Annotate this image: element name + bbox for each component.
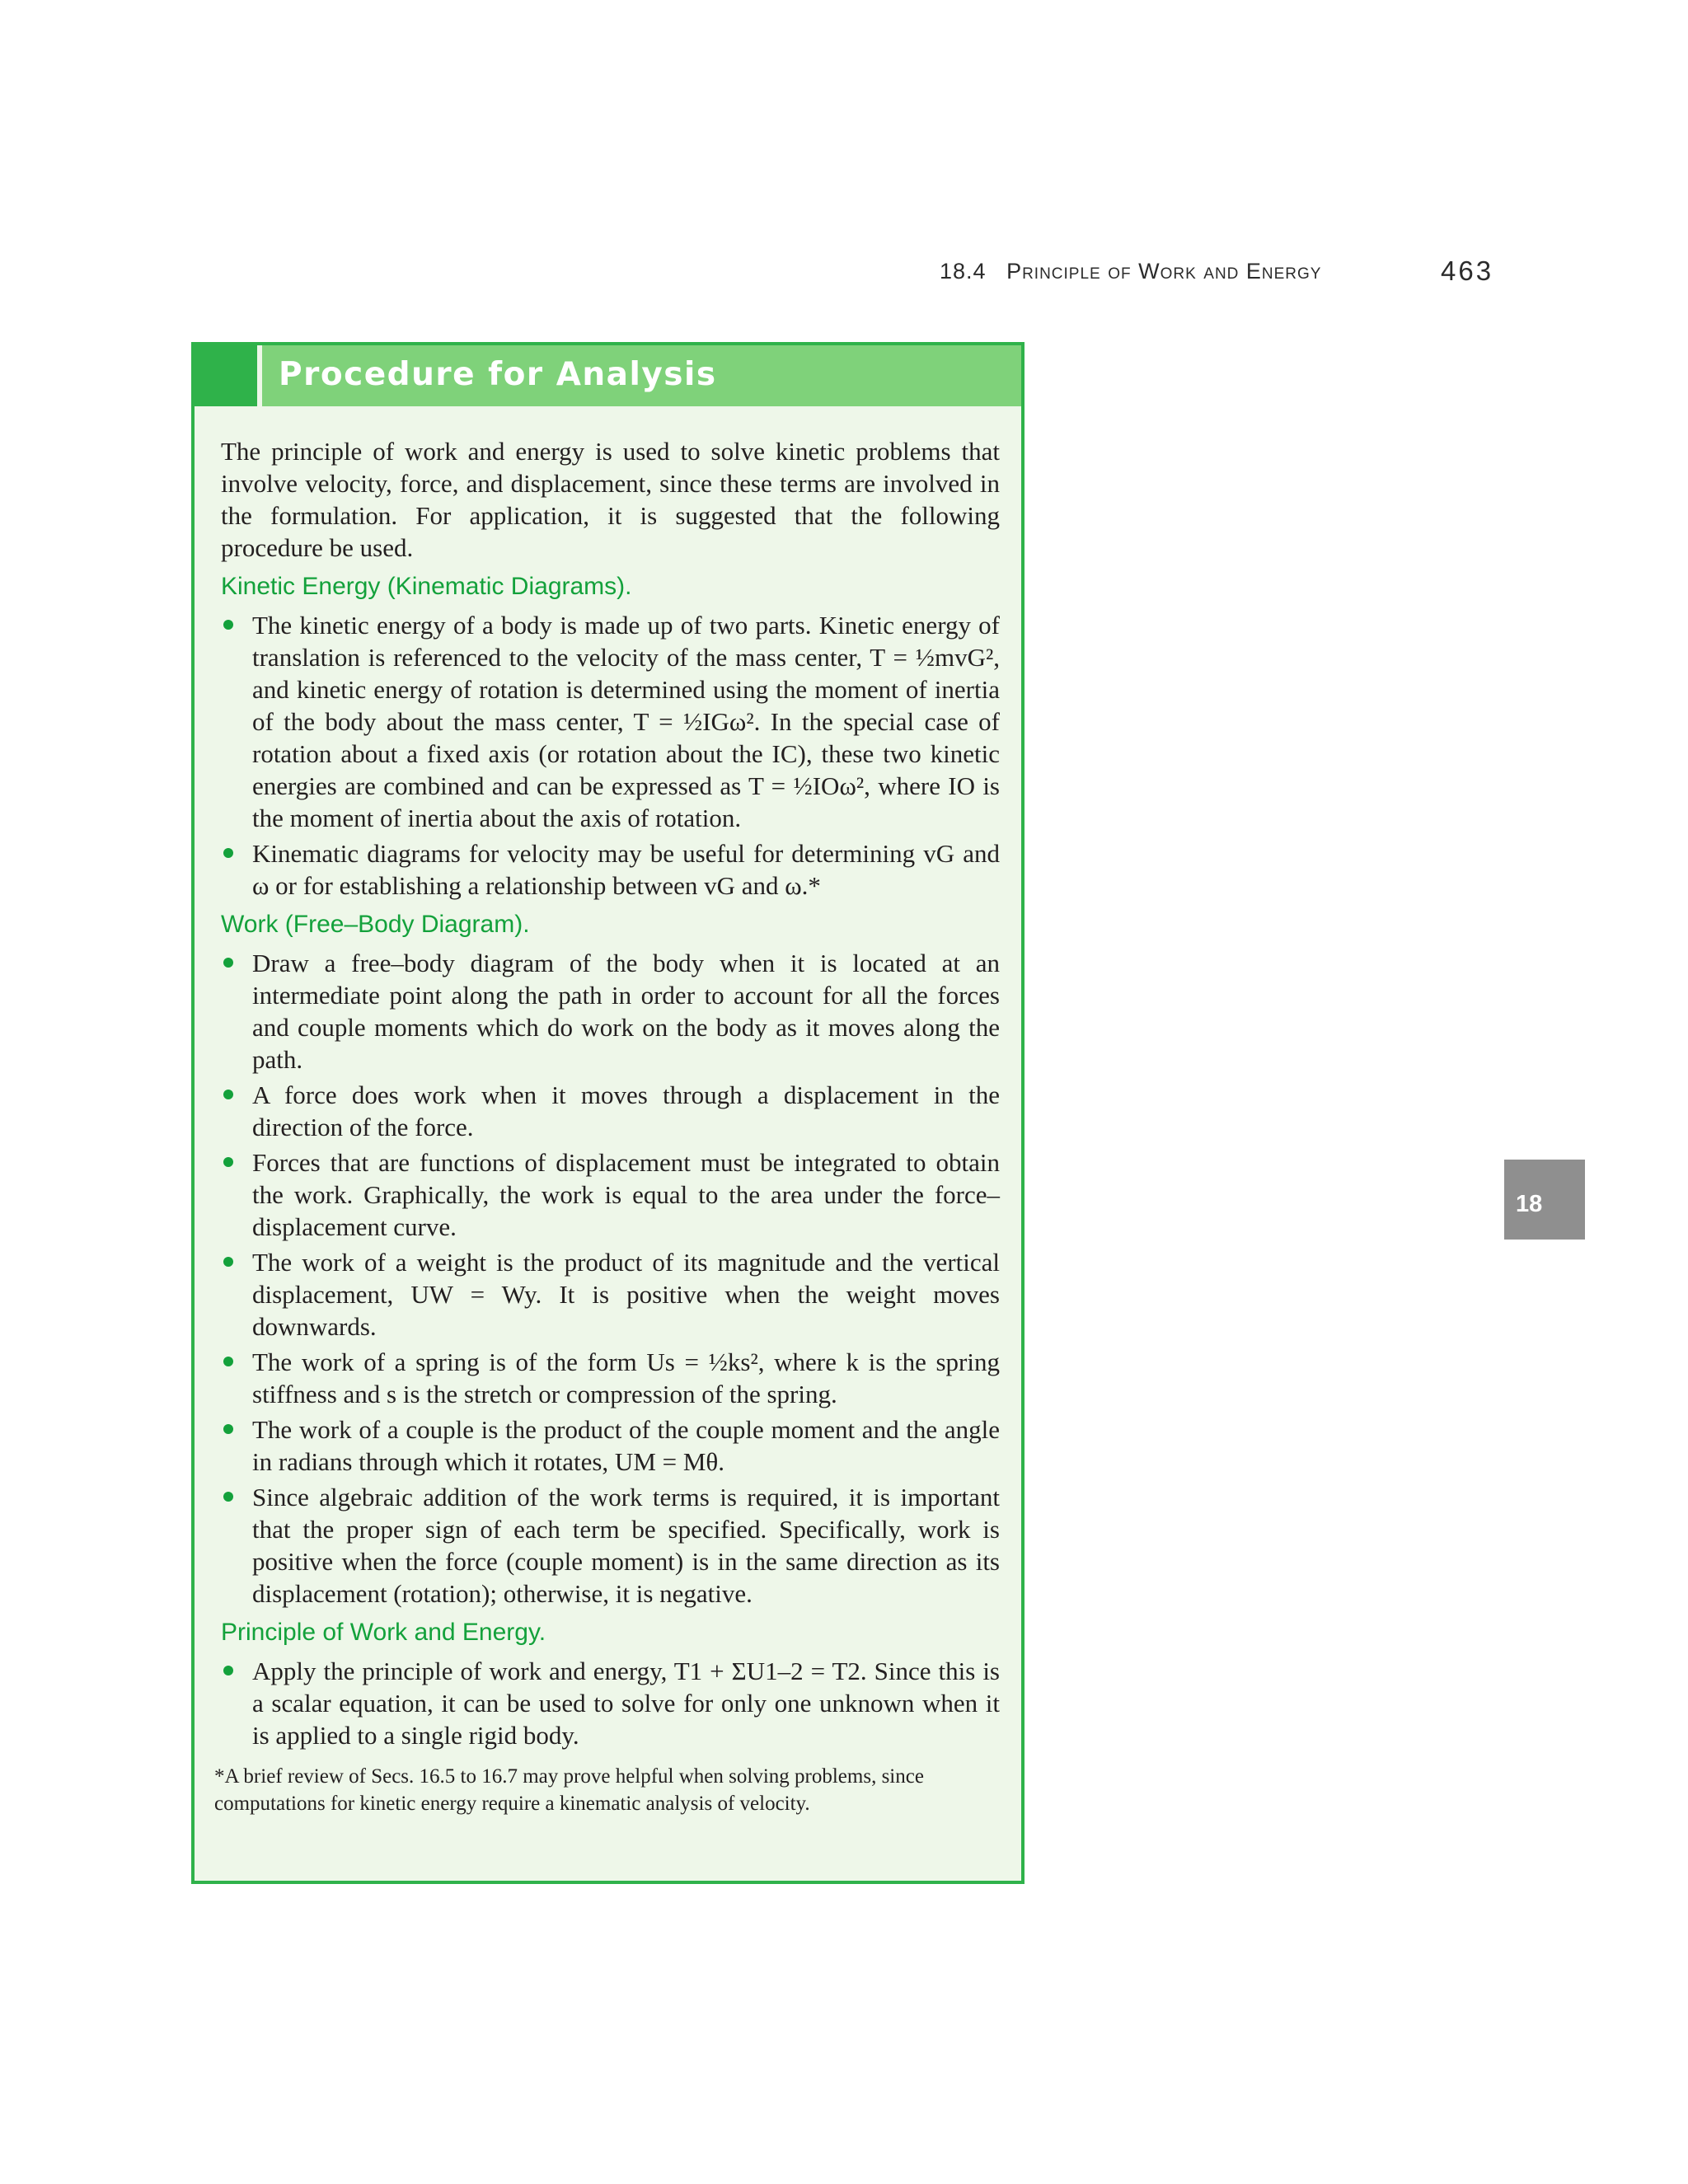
page-number: 463: [1441, 255, 1494, 286]
list-item: Draw a free–body diagram of the body when it is located at an intermediate point along the path in order to account for all the forces and couple moments which do work on the body as it moves along the path.: [221, 947, 1000, 1076]
kinetic-energy-heading: Kinetic Energy (Kinematic Diagrams).: [221, 573, 632, 600]
bullet-icon: [223, 620, 233, 630]
principle-list: [221, 1655, 1000, 1751]
bullet-icon: [223, 1424, 233, 1434]
chapter-tab: 18: [1504, 1160, 1585, 1240]
header-accent-block: [195, 345, 257, 406]
list-item: A force does work when it moves through a displacement in the direction of the force.: [221, 1079, 1000, 1143]
procedure-header: [195, 345, 1021, 406]
work-list: [221, 947, 1000, 1610]
principle-heading: Principle of Work and Energy.: [221, 1619, 546, 1646]
list-item: The work of a weight is the product of its magnitude and the vertical displacement, UW = Wy. It is positive when the weight moves downwards.: [221, 1246, 1000, 1343]
list-item: Kinematic diagrams for velocity may be useful for determining vG and ω or for establishing a relationship between vG and ω.*: [221, 837, 1000, 902]
bullet-icon: [223, 1492, 233, 1502]
footnote: *A brief review of Secs. 16.5 to 16.7 may prove helpful when solving problems, since computations for kinetic energy require a kinematic analysis of velocity.: [214, 1765, 924, 1815]
running-head: [940, 259, 1321, 284]
section-title: Principle of Work and Energy: [1006, 259, 1322, 284]
list-item: The work of a couple is the product of the couple moment and the angle in radians through which it rotates, UM = Mθ.: [221, 1413, 1000, 1478]
procedure-body: [214, 435, 1000, 1817]
list-item: The work of a spring is of the form Us = ½ks², where k is the spring stiffness and s is the stretch or compression of the spring.: [221, 1346, 1000, 1410]
section-number: 18.4: [940, 259, 987, 284]
bullet-icon: [223, 958, 233, 968]
list-item: Since algebraic addition of the work terms is required, it is important that the proper sign of each term be specified. Specifically, work is positive when the force (couple moment) is in the same direction as its displacement (rotation); otherwise, it is negative.: [221, 1481, 1000, 1610]
bullet-icon: [223, 1090, 233, 1099]
bullet-icon: [223, 1157, 233, 1167]
procedure-box: [191, 342, 1025, 1884]
bullet-icon: [223, 1257, 233, 1267]
bullet-icon: [223, 1357, 233, 1366]
list-item: The kinetic energy of a body is made up of two parts. Kinetic energy of translation is referenced to the velocity of the mass center, T = ½mvG², and kinetic energy of rotation is determined using the moment of inertia of the body about the mass center, T = ½IGω². In the special case of rotation about a fixed axis (or rotation about the IC), these two kinetic energies are combined and can be expressed as T = ½IOω², where IO is the moment of inertia about the axis of rotation.: [221, 609, 1000, 834]
list-item: Forces that are functions of displacement must be integrated to obtain the work. Graphically, the work is equal to the area under the force–displacement curve.: [221, 1146, 1000, 1243]
intro-paragraph: The principle of work and energy is used to solve kinetic problems that involve velocity, force, and displacement, since these terms are involved in the formulation. For application, it is suggested that the following procedure be used.: [221, 437, 1000, 562]
bullet-icon: [223, 1666, 233, 1675]
procedure-title: Procedure for Analysis: [279, 356, 717, 393]
bullet-icon: [223, 848, 233, 858]
work-heading: Work (Free–Body Diagram).: [221, 911, 530, 938]
kinetic-energy-list: [221, 609, 1000, 902]
list-item: Apply the principle of work and energy, T1 + ΣU1–2 = T2. Since this is a scalar equation, it can be used to solve for only one unknown when it is applied to a single rigid body.: [221, 1655, 1000, 1751]
